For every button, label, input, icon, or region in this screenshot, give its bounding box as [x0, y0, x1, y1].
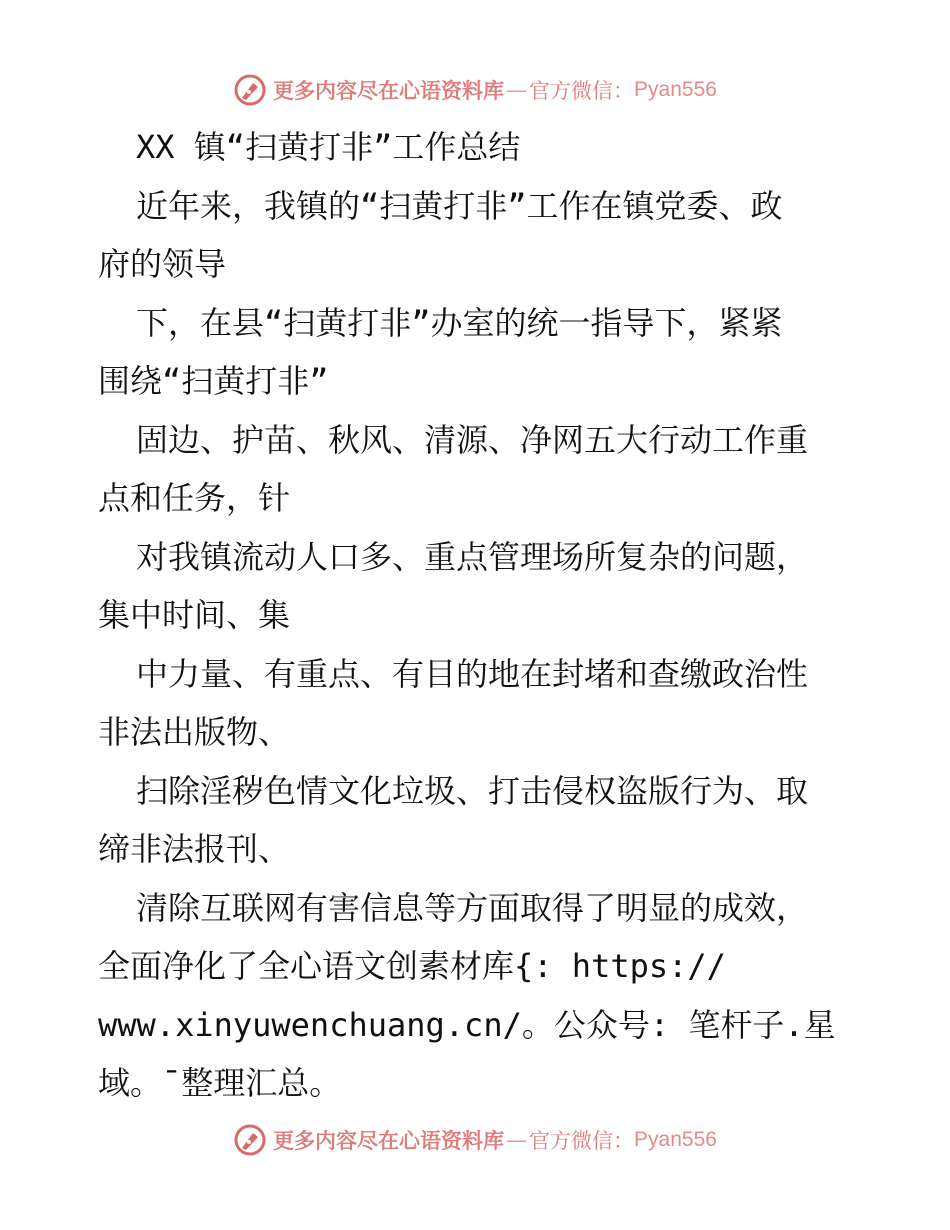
text-line: 全面净化了全心语文创素材库{: https://	[98, 947, 726, 985]
text-line: 非法出版物、	[98, 713, 291, 751]
text-line: 扫除淫秽色情文化垃圾、打击侵权盗版行为、取	[136, 771, 809, 810]
text-line: 围绕“扫黄打非”	[98, 362, 329, 400]
footer-watermark	[0, 1120, 950, 1160]
watermark-wechat-id: Pyan556	[634, 78, 717, 101]
text-line: 对我镇流动人口多、重点管理场所复杂的问题，	[136, 537, 809, 576]
text-line: 府的领导	[98, 245, 227, 283]
text-line: 缔非法报刊、	[98, 830, 291, 868]
text-line: 近年来，我镇的“扫黄打非”工作在镇党委、政	[136, 186, 783, 225]
text-line: 中力量、有重点、有目的地在封堵和查缴政治性	[136, 654, 809, 693]
text-line: www.xinyuwenchuang.cn/。公众号: 笔杆子.星	[98, 1005, 836, 1044]
text-line: 域。¯整理汇总。	[98, 1064, 342, 1102]
text-line: 固边、护苗、秋风、清源、净网五大行动工作重	[136, 420, 809, 459]
watermark-dash: —	[506, 1128, 528, 1152]
watermark-dash: —	[506, 78, 528, 102]
text-line: 点和任务，针	[98, 479, 291, 517]
watermark-wechat-label: 官方微信：	[529, 79, 635, 103]
watermark-main-text: 更多内容尽在心语资料库	[273, 1129, 505, 1153]
watermark-main-text: 更多内容尽在心语资料库	[273, 79, 505, 103]
text-line: 清除互联网有害信息等方面取得了明显的成效，	[136, 888, 809, 927]
text-line: 集中时间、集	[98, 596, 291, 634]
document-body	[98, 118, 858, 1113]
pen-nib-circle-icon	[233, 73, 267, 107]
text-line: 下，在县“扫黄打非”办室的统一指导下，紧紧	[136, 303, 783, 342]
watermark-wechat-id: Pyan556	[634, 1128, 717, 1151]
pen-nib-circle-icon	[233, 1123, 267, 1157]
watermark-wechat-label: 官方微信：	[529, 1129, 635, 1153]
header-watermark	[0, 70, 950, 110]
document-title: XX 镇“扫黄打非”工作总结	[136, 128, 521, 166]
